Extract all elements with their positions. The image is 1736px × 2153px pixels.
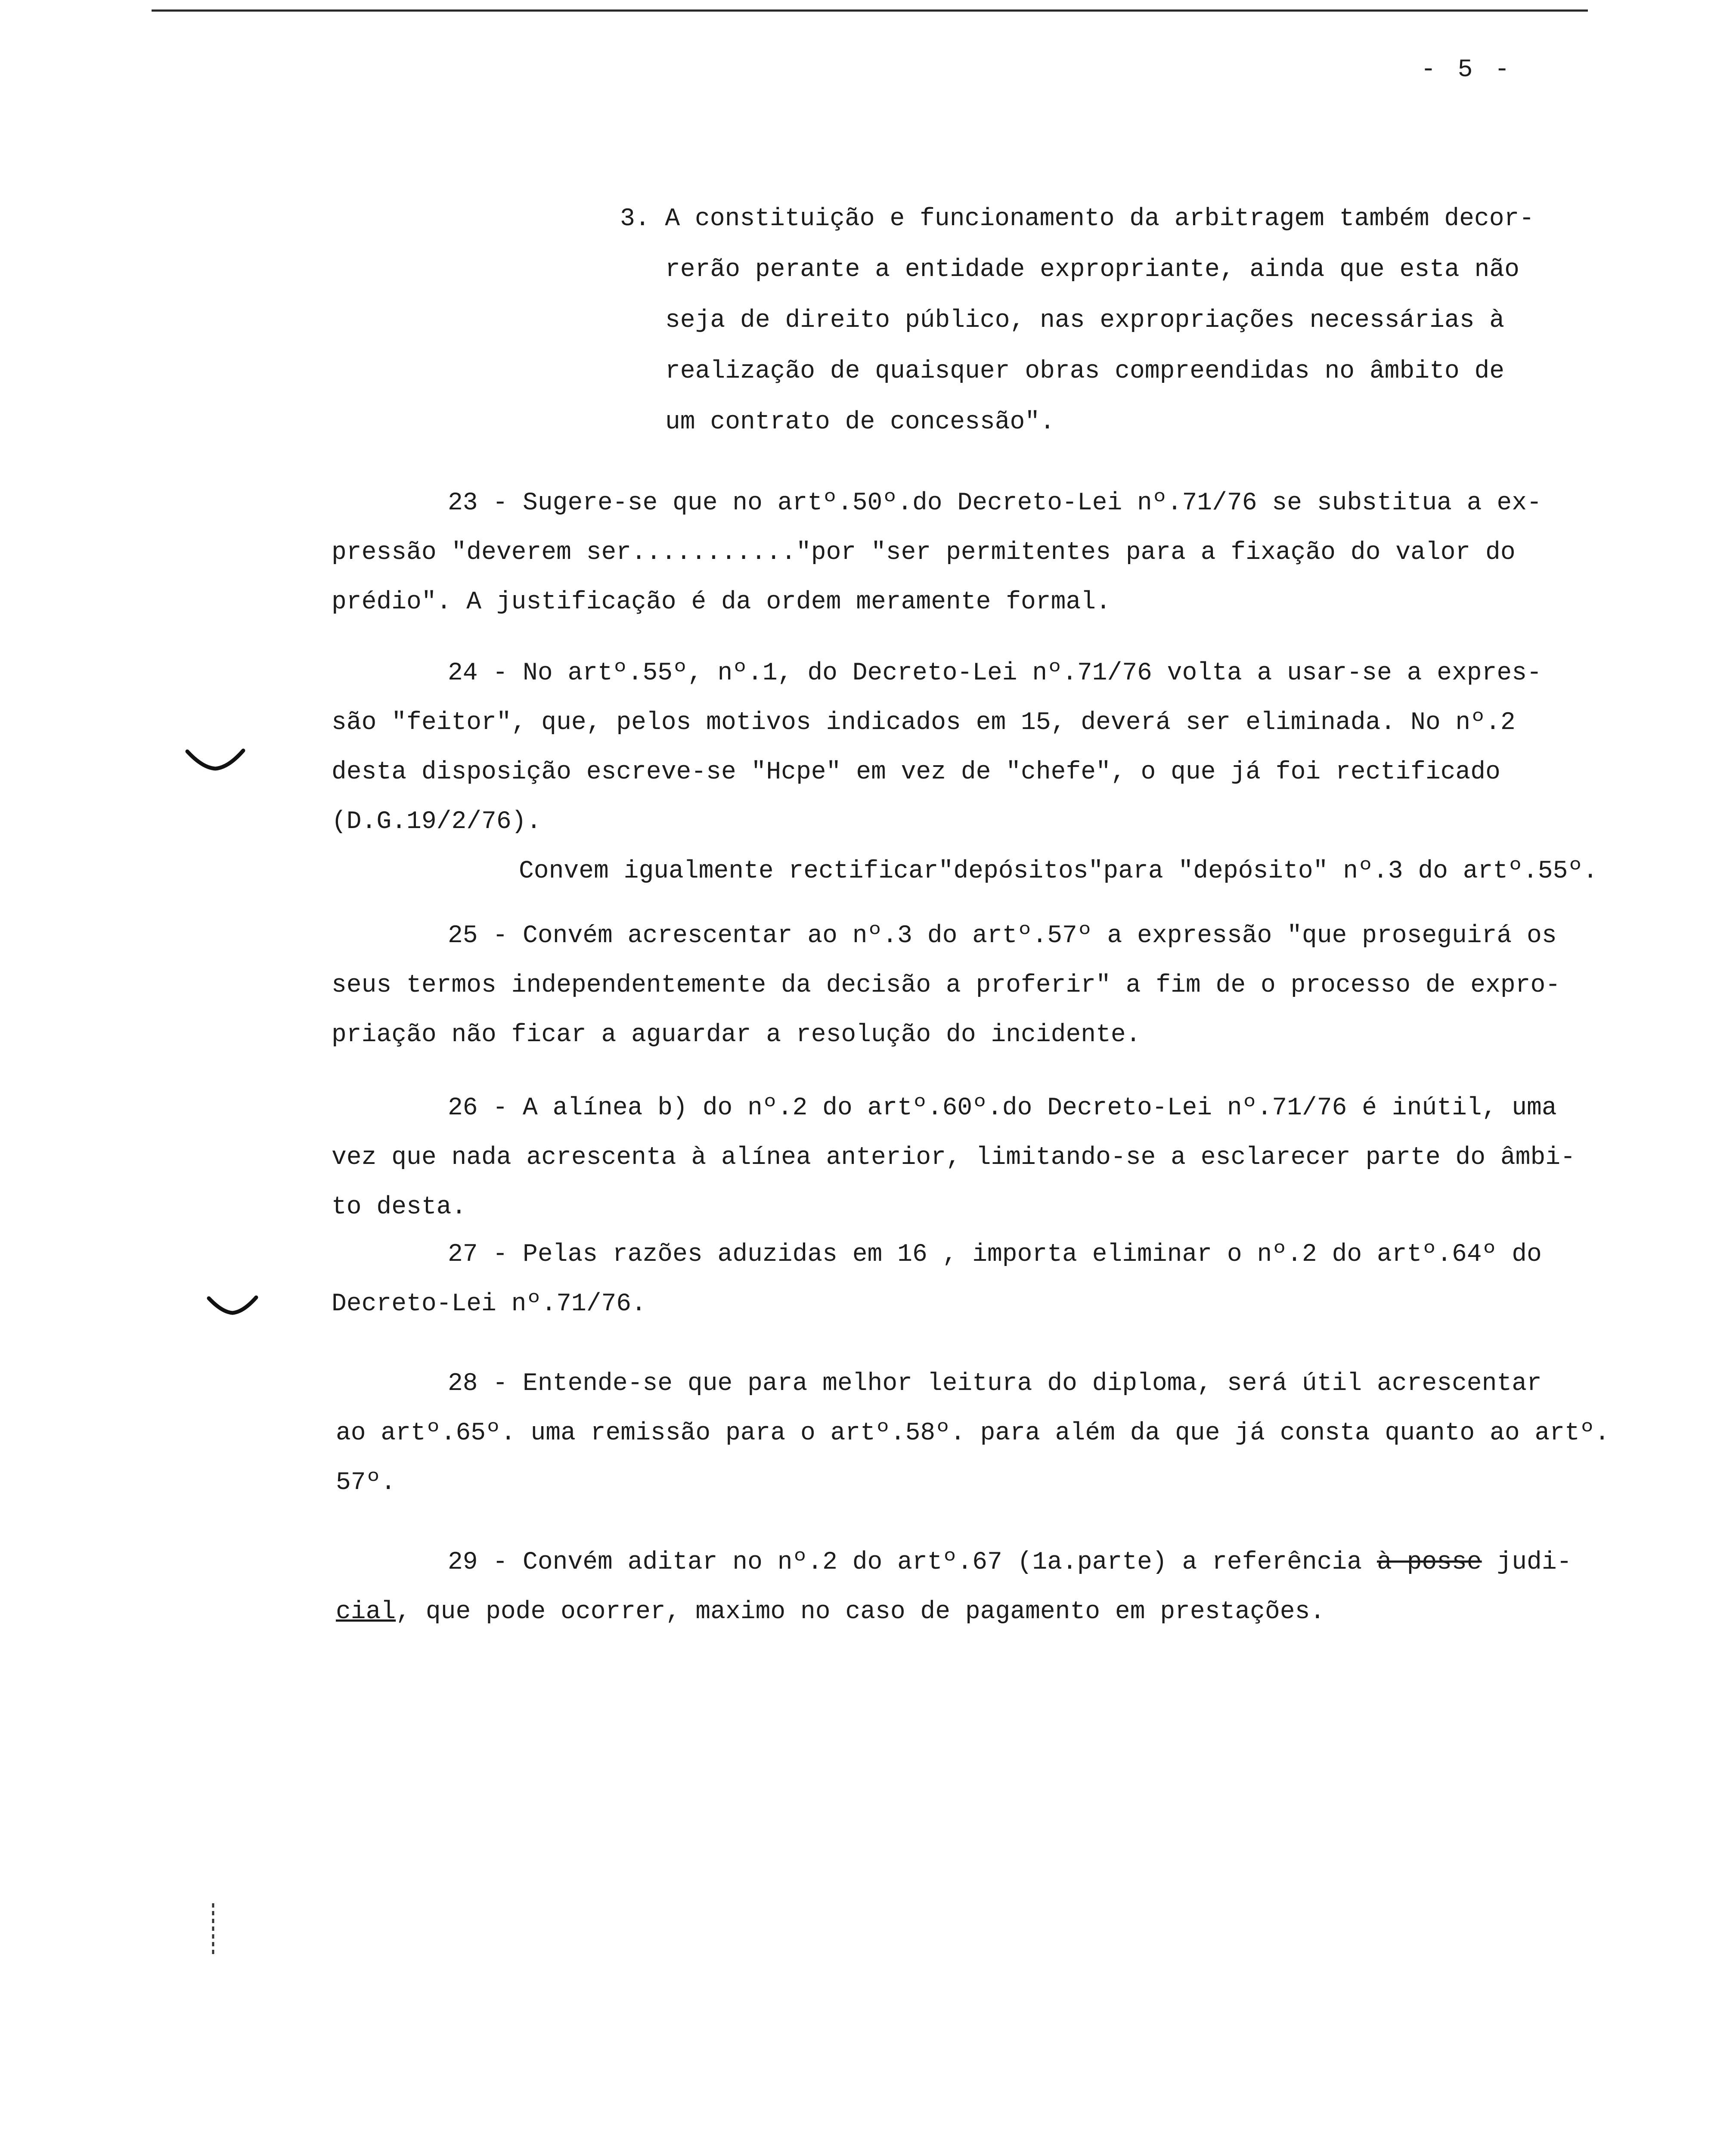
- item-25-line-1: 25 - Convém acrescentar ao nº.3 do artº.57º a expressão "que proseguirá os: [448, 922, 1557, 950]
- item-23-line-2: pressão "deverem ser..........."por "ser permitentes para a fixação do valor do: [332, 539, 1516, 567]
- item-23-line-3: prédio". A justificação é da ordem meramente formal.: [332, 588, 1111, 616]
- item-25-line-3: priação não ficar a aguardar a resolução do incidente.: [332, 1021, 1141, 1049]
- item-3-line-3: seja de direito público, nas expropriações necessárias à: [665, 307, 1505, 335]
- item-29-text-b: judi-: [1482, 1548, 1572, 1576]
- item-24-line-2: são "feitor", que, pelos motivos indicados em 15, deverá ser eliminada. No nº.2: [332, 709, 1516, 737]
- page-number: - 5 -: [1421, 56, 1513, 84]
- item-24-line-4: (D.G.19/2/76).: [332, 808, 542, 836]
- item-23-line-1: 23 - Sugere-se que no artº.50º.do Decreto-Lei nº.71/76 se substitua a ex-: [448, 489, 1542, 517]
- item-29-text-c: , que pode ocorrer, maximo no caso de pagamento em prestações.: [396, 1598, 1325, 1626]
- item-3-line-2: rerão perante a entidade expropriante, ainda que esta não: [665, 256, 1519, 284]
- item-28-line-1: 28 - Entende-se que para melhor leitura do diploma, será útil acrescentar: [448, 1370, 1542, 1398]
- item-29-underlined-word: cial: [336, 1598, 396, 1626]
- item-24-line-1: 24 - No artº.55º, nº.1, do Decreto-Lei nº.71/76 volta a usar-se a expres-: [448, 659, 1542, 687]
- margin-vertical-marks: [207, 1903, 220, 1955]
- item-3-line-5: um contrato de concessão".: [665, 408, 1055, 436]
- item-29-line-2: [336, 1587, 1325, 1638]
- item-25-line-2: seus termos independentemente da decisão a proferir" a fim de o processo de expro-: [332, 971, 1561, 999]
- margin-check-mark-2: [207, 1294, 258, 1315]
- item-3-line-1: 3. A constituição e funcionamento da arbitragem também decor-: [620, 205, 1534, 233]
- item-27-line-2: Decreto-Lei nº.71/76.: [332, 1290, 646, 1318]
- item-29-line-1: [448, 1537, 1572, 1588]
- item-26-line-3: to desta.: [332, 1193, 467, 1221]
- item-28-line-2: ao artº.65º. uma remissão para o artº.58º. para além da que já consta quanto ao artº.: [336, 1419, 1610, 1447]
- top-rule: [152, 9, 1588, 12]
- item-29-struck-text: à posse: [1376, 1548, 1482, 1576]
- item-27-line-1: 27 - Pelas razões aduzidas em 16 , importa eliminar o nº.2 do artº.64º do: [448, 1241, 1542, 1269]
- margin-check-mark-1: [185, 747, 245, 773]
- item-29-text-a: 29 - Convém aditar no nº.2 do artº.67 (1a.parte) a referência: [448, 1548, 1377, 1576]
- item-3-line-4: realização de quaisquer obras compreendidas no âmbito de: [665, 357, 1505, 385]
- item-28-line-3: 57º.: [336, 1469, 396, 1497]
- item-26-line-2: vez que nada acrescenta à alínea anterior, limitando-se a esclarecer parte do âmbi-: [332, 1144, 1575, 1172]
- item-24-line-5: Convem igualmente rectificar"depósitos"para "depósito" nº.3 do artº.55º.: [519, 857, 1598, 885]
- item-24-line-3: desta disposição escreve-se "Hcpe" em vez de "chefe", o que já foi rectificado: [332, 758, 1500, 786]
- item-26-line-1: 26 - A alínea b) do nº.2 do artº.60º.do Decreto-Lei nº.71/76 é inútil, uma: [448, 1094, 1557, 1122]
